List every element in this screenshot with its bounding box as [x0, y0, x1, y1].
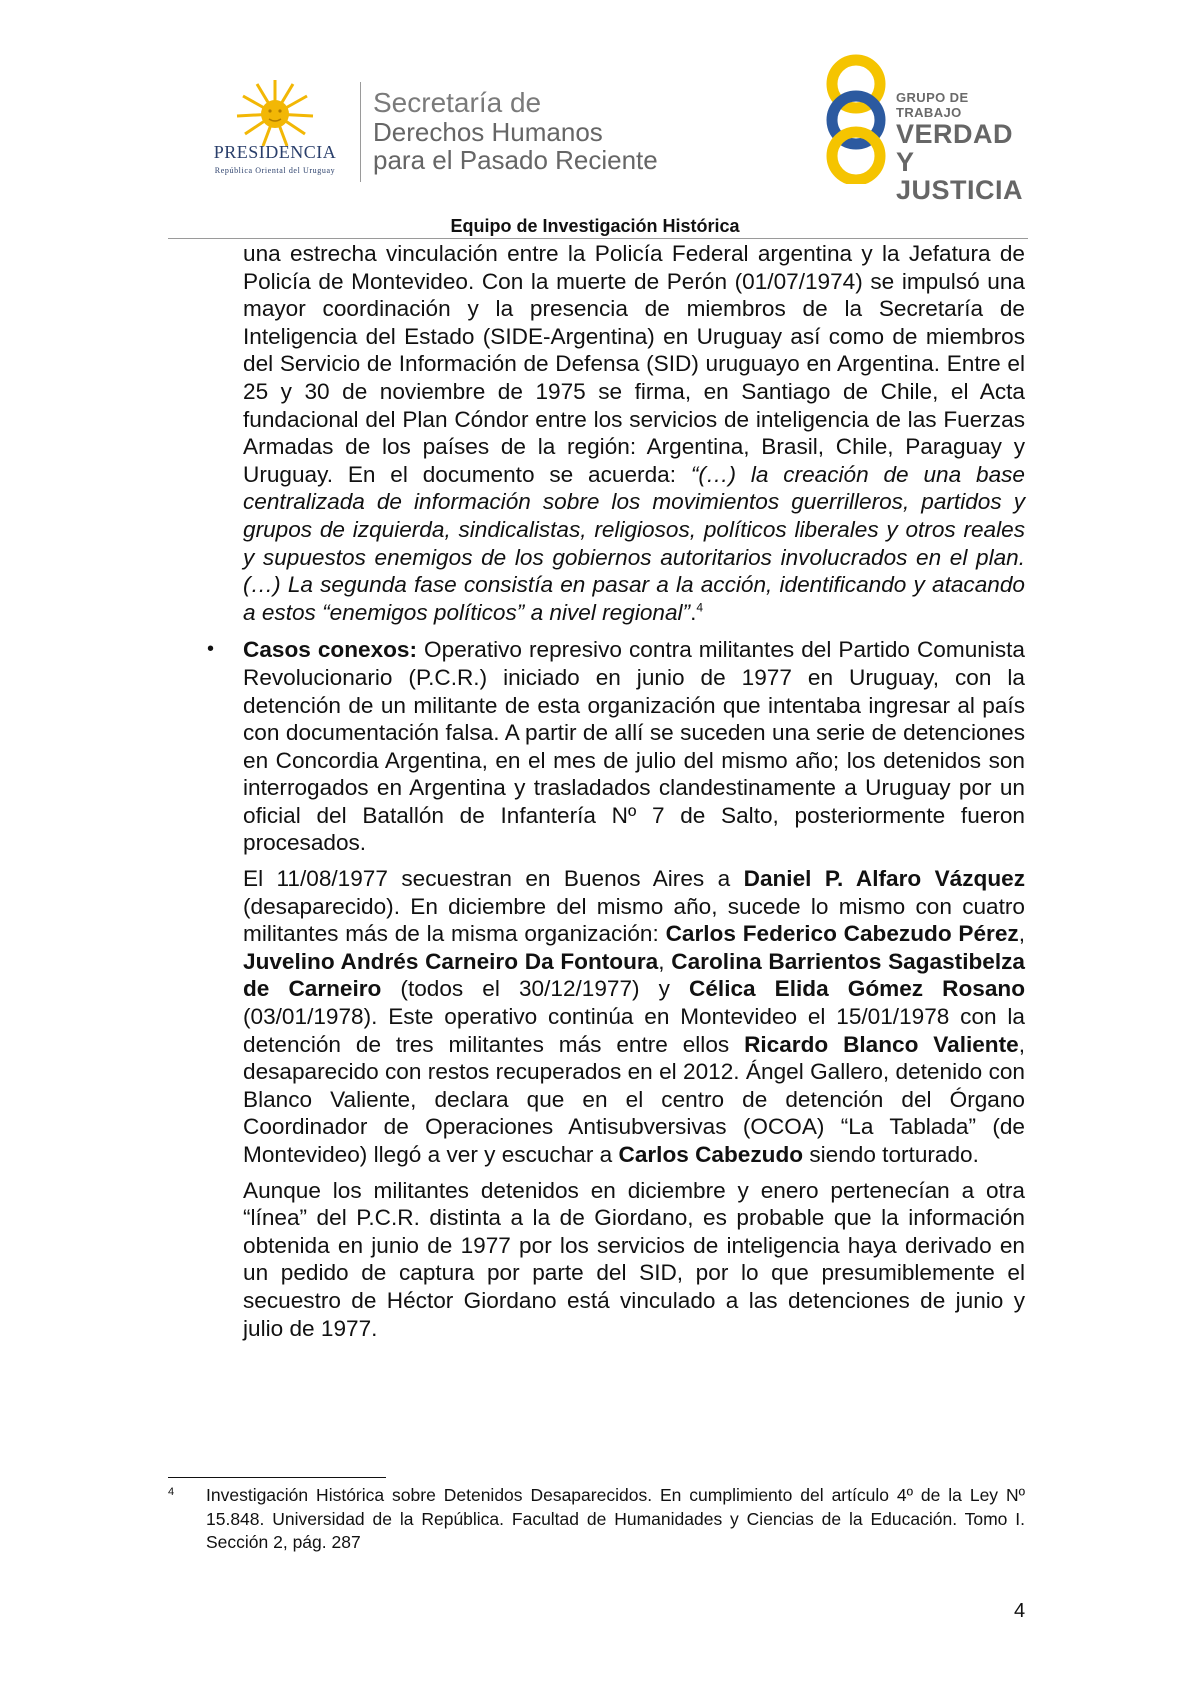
verdad-justicia-text [896, 90, 1030, 204]
header-rule [168, 238, 1028, 239]
team-title: Equipo de Investigación Histórica [450, 216, 740, 236]
text-run: , [658, 948, 672, 974]
casos-label: Casos conexos: [243, 637, 418, 663]
secretaria-logo-text [373, 88, 658, 174]
text-run: siendo torturado. [803, 1142, 979, 1167]
text-run: , [1018, 921, 1025, 947]
gtvj-line-2: JUSTICIA [896, 175, 1024, 205]
paragraph-text: una estrecha vinculación entre la Policía Federal argentina y la Jefatura de Policía de Montevideo. Con la muerte de Perón (01/07/1974) se impulsó una mayor coordinación y la presencia de miembros de la Secretaría de Inteligencia del Estado (SIDE-Argentina) en Uruguay así como de miembros del Servicio de Información de Defensa (SID) uruguayo en Argentina. Entre el 25 y 30 de noviembre de 1975 se firma, en Santiago de Chile, el Acta fundacional del Plan Cóndor entre los servicios de inteligencia de las Fuerzas Armadas de los países de la región: Argentina, Brasil, Chile, Paraguay y Uruguay. En el documento se acuerda: [243, 241, 1025, 487]
paragraph-detentions [243, 865, 1025, 1169]
secretaria-line-3: para el Pasado Reciente [373, 145, 658, 175]
bullet-icon: • [207, 638, 215, 661]
person-name: Ricardo Blanco Valiente [744, 1031, 1019, 1057]
text-run: , desaparecido con restos recuperados en el 2012. Ángel Gallero, detenido con Blanco Valiente, declara que en el centro de detención del Órgano Coordinador de Operaciones Antisubversivas (OCOA) “La Tablada” (de Montevideo) llegó a ver y escuchar a [243, 1031, 1025, 1167]
text-run: El 11/08/1977 secuestran en Buenos Aires a [243, 866, 744, 892]
page-header [0, 0, 1190, 236]
person-name: Célica Elida Gómez Rosano [689, 976, 1025, 1002]
person-name: Carolina Barrientos Sagastibelza de Carneiro [243, 948, 1025, 1002]
paragraph-casos [243, 636, 1025, 857]
presidencia-logo [195, 78, 355, 178]
paragraph-plan-condor [243, 240, 1025, 626]
presidencia-name: PRESIDENCIA [213, 142, 337, 162]
presidencia-subtitle: República Oriental del Uruguay [214, 166, 336, 175]
gtvj-line-1: VERDAD Y [896, 119, 1014, 177]
person-name: Carlos Cabezudo [618, 1142, 804, 1167]
main-body [207, 240, 1026, 1350]
person-name: Daniel P. Alfaro Vázquez [743, 866, 1026, 892]
sun-emblem-icon [235, 78, 315, 150]
gtvj-small-label: GRUPO DE TRABAJO [896, 90, 969, 120]
footnote-rule [168, 1477, 386, 1478]
person-name: Carlos Federico Cabezudo Pérez [665, 921, 1019, 947]
verdad-justicia-logo [820, 54, 1030, 205]
footnote-ref[interactable]: 4 [696, 600, 704, 615]
text-run: (03/01/1978). Este operativo continúa en Montevideo el 15/01/1978 con la detención de tres militantes más entre ellos [243, 1004, 1025, 1057]
text-run: (todos el 30/12/1977) y [381, 976, 690, 1002]
footnote-text: Investigación Histórica sobre Detenidos Desaparecidos. En cumplimiento del artículo 4º de la Ley Nº 15.848. Universidad de la República. Facultad de Humanidades y Ciencias de la Educación. Tomo I. Sección 2, pág. 287 [206, 1485, 1025, 1552]
person-name: Juvelino Andrés Carneiro Da Fontoura [243, 948, 659, 974]
footnote-number: 4 [168, 1486, 175, 1498]
quote-text: “(…) la creación de una base centralizada de información sobre los movimientos guerrilleros, partidos y grupos de izquierda, sindicalistas, religiosos, políticos liberales y otros reales y supuestos enemigos de los gobiernos autoritarios involucrados en el plan. (…) La segunda fase consistía en pasar a la acción, identificando y atacando a estos “enemigos políticos” a nivel regional” [243, 461, 1025, 625]
logo-divider [360, 82, 361, 182]
paragraph-conclusion: Aunque los militantes detenidos en diciembre y enero pertenecían a otra “línea” del P.C.R. distinta a la de Giordano, es probable que la información obtenida en junio de 1977 por los servicios de inteligencia haya derivado en un pedido de captura por parte del SID, por lo que presumiblemente el secuestro de Héctor Giordano está vinculado a las detenciones de junio y julio de 1977. [243, 1177, 1025, 1341]
text-run: (desaparecido). En diciembre del mismo año, sucede lo mismo con cuatro militantes más de la misma organización: [243, 893, 1025, 947]
bullet-casos-conexos [207, 636, 1025, 857]
footnote [168, 1484, 1025, 1555]
casos-text: Operativo represivo contra militantes del Partido Comunista Revolucionario (P.C.R.) iniciado en junio de 1977 en Uruguay, con la detención de un militante de esta organización que intentaba ingresar al país con documentación falsa. A partir de allí se suceden una serie de detenciones en Concordia Argentina, en el mes de julio del mismo año; los detenidos son interrogados en Argentina y trasladados clandestinamente a Uruguay por un oficial del Batallón de Infantería Nº 7 de Salto, posteriormente fueron procesados. [243, 637, 1025, 856]
secretaria-line-1: Secretaría de [373, 87, 542, 118]
linked-rings-icon [820, 54, 892, 184]
period: . [690, 599, 697, 625]
secretaria-line-2: Derechos Humanos [373, 117, 603, 147]
page-number: 4 [1014, 1600, 1026, 1622]
